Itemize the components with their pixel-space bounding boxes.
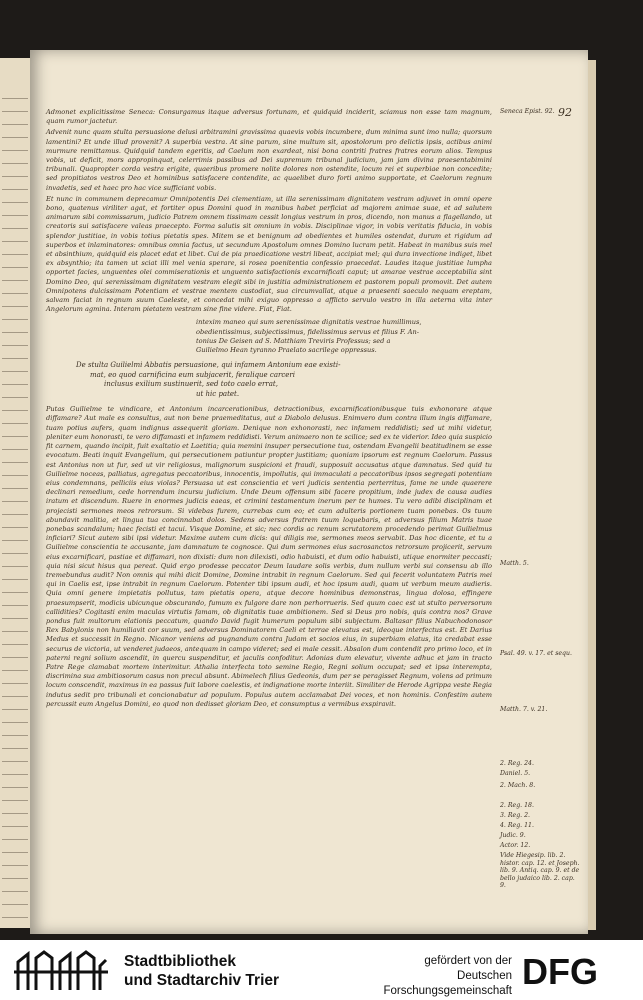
footer-bar — [0, 940, 643, 1000]
margin-note: Actor. 12. — [500, 842, 531, 849]
margin-note: Matth. 7. v. 21. — [500, 706, 548, 713]
heading-line: inclusus exilium sustinuerit, sed toto caelo errat, — [104, 380, 278, 389]
institution-name — [124, 952, 279, 990]
dfg-logo-icon — [520, 952, 632, 988]
margin-note: Daniel. 5. — [500, 770, 531, 777]
section-heading — [76, 361, 406, 399]
institution-line: und Stadtarchiv Trier — [124, 972, 280, 989]
institution-line: Stadtbibliothek — [124, 953, 236, 970]
signature-line: Guilielmo Hean tyranno Praelato sacrilege oppressus. — [196, 346, 377, 355]
left-page-edge — [0, 58, 34, 928]
signature-line: intexim maneo qui sum serenissimae dignitatis vestrae humillimus, — [196, 318, 422, 327]
margin-note: Seneca Epist. 92. — [500, 108, 555, 115]
paragraph: Putas Guilielme te vindicare, et Antonium incarcerationibus, detractionibus, excarnificationibusque tuis exhonorare atque diffamare? Aut male es consultus, aut non bene praemeditatus, aut a Diabolo delusus. Enimvero dum contra illum ingis diffamare, tuam potius aufers, quam indignus assequerit gloriam. Denique non exhonorasti, nec infamem reddidisti; sed ut mihi videtur, pleniter eum honorasti, te vero diffamasti et infamem reddidisti. Verum animaero non te scilice; sed ex te viderior. Ideo quia suspicio fit carnem, quando incipit, fuit exaltatio et Laetitia; quia memini insuper persecutione tua, ostendam Evangelii beatitudinem se esse evocatum. Beati inquit Evangelium, qui persecutionem patiuntur propter justitiam; quoniam ipsorum est regnum Caelorum. Passus est Antonius non ut fur, sed ut vir religiosus, malignorum suspicioni et fraudi, supposuit accusatus atque damnatus. Sed quid tu Guilielme noceas, palliatus, agregatus peccatoribus, innocentis, impollutis, qui immaculati a peccatoribus ipsos segregati potentiam eius condemnans, pelliciis eius violas? Persuasa ut est conscientia et veri judicis sententia perterritus, fame ne unde quaerere declinari remedium, cede horrendum incursu judicium. Unde Deum offensum sibi facere propitium, inde judex de causa audies iratum et discendum. Ruere in enormes judicis eaeas, et crimini testamentum inerum per te humes. Tu vero adibi disciplinam et projecisti sermones meos retrorsum. Si videbas furem, currebas cum eo; et cum adulteris portionem tuam ponebas. Os tuum abundavit malitia, et lingua tua concinnabat dolos. Sedens adversus fratrem tuum loquebaris, et adversus filium Matris tuae ponebas scandalum; haec fecisti et tacui. Visque Domine, et sic; nec cordis ac renum scrutatorem procedendo perimat Guilielmus inficiari? Sicut autem sibi ipsi videtur. Maxime autem cum dicis: qui diligis me, sermones meos servabit. Das hoc dicente, et tu a Guilielme conscientia te accusante, jam damnatum te cognosce. Qui dum sermones eius sacrosanctos retrorsum projicerit, servum eius excarnificari, pastiae et diffamari, non dixisti: dum non dilexisti, odio habuisti, et dum odio habuisti, utique enormiter peccasti; quia nisi sicut hisus qua pereat. Quid ergo prodesse peccator Deum laudare solis verbis, dum nullum verbi sui consensu ab illo tremebundus audit? Non omnis qui mihi dicit Domine, Domine intrabit in regnum Caelorum. Sed qui fecerit voluntatem Patris mei qui in Caelis est, ipse intrabit in regnum Caelorum. Potenter tibi ipsum audi, et hoc ipsum audi, quam ut verbum meum audieris. Quia omni genere impietatis pollutus, tam pietatis opera, atque decore hominibus demonstras, lingua dolosa, effingere praesumpserit, modicis ubicunque obscurando, fumum ex fulgore dare non perhorrueris. Sed quum caec est ut stulto perversorum callidities? Cogitasti enim maculas virtutis famam, ob dignitatis tuae ambitionem. Sed si Deus pro nobis, quis contra nos? Grave pondus fuit multorum elationis peccatum, quando David fugit humerum populum sibi subjectum. Baltasar filius Nabuchodonosor Rex Babylonis non humiliavit cor suum, sed adversus Dominatorem Caeli et terrae elevatus est, ideoque interfectus est. Et Darius Medus et successit in Regno. Nicanor veniens ad pugnandum contra Judam et socios eius, in superbiam elatus, ita credabat esse securus de victoria, ut venderet judaeos, antequam in campo videret; sed ei male cessit. Absalon dum contendit pro primo loco, et in paterni regni solium ascendit, in quercu suspenditur, et jaculis confoditur. Adonias dum elevatur, vivente adhuc et jam in tracto Patre Rege clamabat mortem interimitur. Athalia interfecta toto semine Regio, Regni solium occupat; sed et ipsa interempta, discrimina sua ambitiosorum casus non precul absunt. Abimelech filius Gedeonis, dum per se peragisset Regnum, volens ad primum locum conscendit, maximus in ea passus fuit labore caelestis, et indignatione morte interiit. Similiter de Herode Agrippa veste Regia indutus sedit pro tribunali et concionabatur ad populum. Populus autem acclamabat Dei voces, et non hominis. Confestim autem percussit eum Angelus Domini, eo quod non dedisset gloriam Deo, et consumptus a vermibus exspiravit. — [46, 405, 492, 708]
funding-line: gefördert von der — [424, 955, 512, 967]
main-text-column — [46, 108, 492, 711]
margin-note: 3. Reg. 2. — [500, 812, 530, 819]
funding-line: Deutschen Forschungsgemeinschaft — [383, 970, 512, 997]
margin-note: Judic. 9. — [500, 832, 526, 839]
paragraph: Et nunc in communem deprecamur Omnipotentis Dei clementiam, ut illa serenissimam dignitatem vestram adjuvet in omni opere bono, quatenus viriliter agat, et fortiter opus Domini quod in manibus habet perficiat ad majorem animae suae, et ad salutem animarum sibi commissarum, judicio Patrem omnem tissimam cessit longius vestrum in pros, dicendo, non manus a flagellando, ut creatoris sui satisfacere valeas praecepto. Forma salutis sit omnium in vobis. Disciplinae vigor, in vobis veritatis fiducia, in vobis splendor justitiae, in vobis totius pietatis spes. Mitem se et benignum ad obedientes et humiles ostendat, durum et rigidum ad superbos et inlaminatores: omnibus omnia factus, ut secundum Apostolum omnes Domino lucram petit. Habeat in manibus suis mel et absinthium, quidquid eis placet edat et libet. Cui de pia praedicatione vestri libeat, accipiat mel; qui dura invectione indiget, libet ex absynthio; ita tamen ut sciat illi mel venia sperare, si rosea poenitentia confessio praecedat. Laudes itaque justitiae lumpha opportet facies, unguentes olei commiserationis et unguento satisfactionis excarnificati caput; ut amarae vestrae acceptabilia sint Domino Deo, qui serenissimam dignitatem vestram elegit sibi in justitia administrationem et pastorem populi promovit. Det autem Omnipotens dulcissimam Potentiam et vestrae mentem custodiat, sua circumvallat, atque a praesenti saeculo nequam ereptam, salvam faciat in regnum suum Caeleste, et concedat mihi exiguo oppresso a afflicto servulo vestro in illa aeterna vita inter Angelorum agmina. Interam pietatem vestram sine fine videre. Fiat, Fiat. — [46, 194, 492, 314]
heading-line: mat, eo quod carnificina eum subjacerit, feralique carceri — [90, 370, 296, 379]
margin-note: 2. Reg. 18. — [500, 802, 534, 809]
signature-line: obedientissimus, subjectissimus, fidelissimus servus et filius F. An- — [196, 327, 419, 336]
left-page-text-fragments — [2, 98, 28, 930]
paragraph: Admonet explicitissime Seneca: Consurgamus itaque adversus fortunam, et quidquid inciderit, sciamus non esse tam magnum, quam rumor jactetur. — [46, 108, 492, 126]
margin-note: 4. Reg. 11. — [500, 822, 534, 829]
dfg-logo-text: DFG — [522, 952, 598, 988]
funding-notice — [360, 954, 512, 999]
margin-note: 2. Reg. 24. — [500, 760, 534, 767]
manuscript-page — [30, 50, 588, 934]
heading-line: ut hic patet. — [196, 389, 240, 398]
signature-line: tonius De Geisen ad S. Matthiam Treviris Professus; sed a — [196, 336, 391, 345]
signature-block — [196, 318, 492, 355]
margin-note: Psal. 49. v. 17. et sequ. — [500, 650, 572, 657]
page-stack-edge — [588, 60, 596, 930]
paragraph: Advenit nunc quam stulta persuasione delusi arbitramini gravissima quaevis vobis incumbere, dum minima sunt imo nulla; quorsum lamentini? Et unde illud provenit? A superbia vestra. At sine parum, sine multum sit, apostolorum pro delictis ipsis, actibus animi murmure remittamus. Quidquid tandem egeritis, ad Caelum non exardeat, nisi bona contriti fratres fratres eorum alios. Tempus vobis, ut deficit, mors appropinquat, celerrimis passibus ad Dei supremum tribunal judicium, jam jam divina praesentabimini tribunali. Quapropter corda vestra erigite, quaeribus promere nolite dolores non ostendite, locum rei et superbiae non concedite; sed propitiatos vestros Deo et hominibus satisfacere contendite, ac quaelibet duro forti animo supportate, et Caelorum regnum invadetis, sed et haec pro hac vice sufficiant vobis. — [46, 128, 492, 192]
heading-line: De stulta Guilielmi Abbatis persuasione, qui infamem Antonium eae existi- — [76, 361, 341, 370]
margin-note: Vide Hiegesip. lib. 2. histor. cap. 12. et Joseph. lib. 9. Antiq. cap. 9. et de bello judaico lib. 2. cap. 9. — [500, 852, 580, 889]
margin-note: 2. Mach. 8. — [500, 782, 536, 789]
stadtbibliothek-trier-logo-icon — [14, 948, 110, 992]
page-number: 92 — [558, 106, 572, 119]
margin-note: Matth. 5. — [500, 560, 529, 567]
